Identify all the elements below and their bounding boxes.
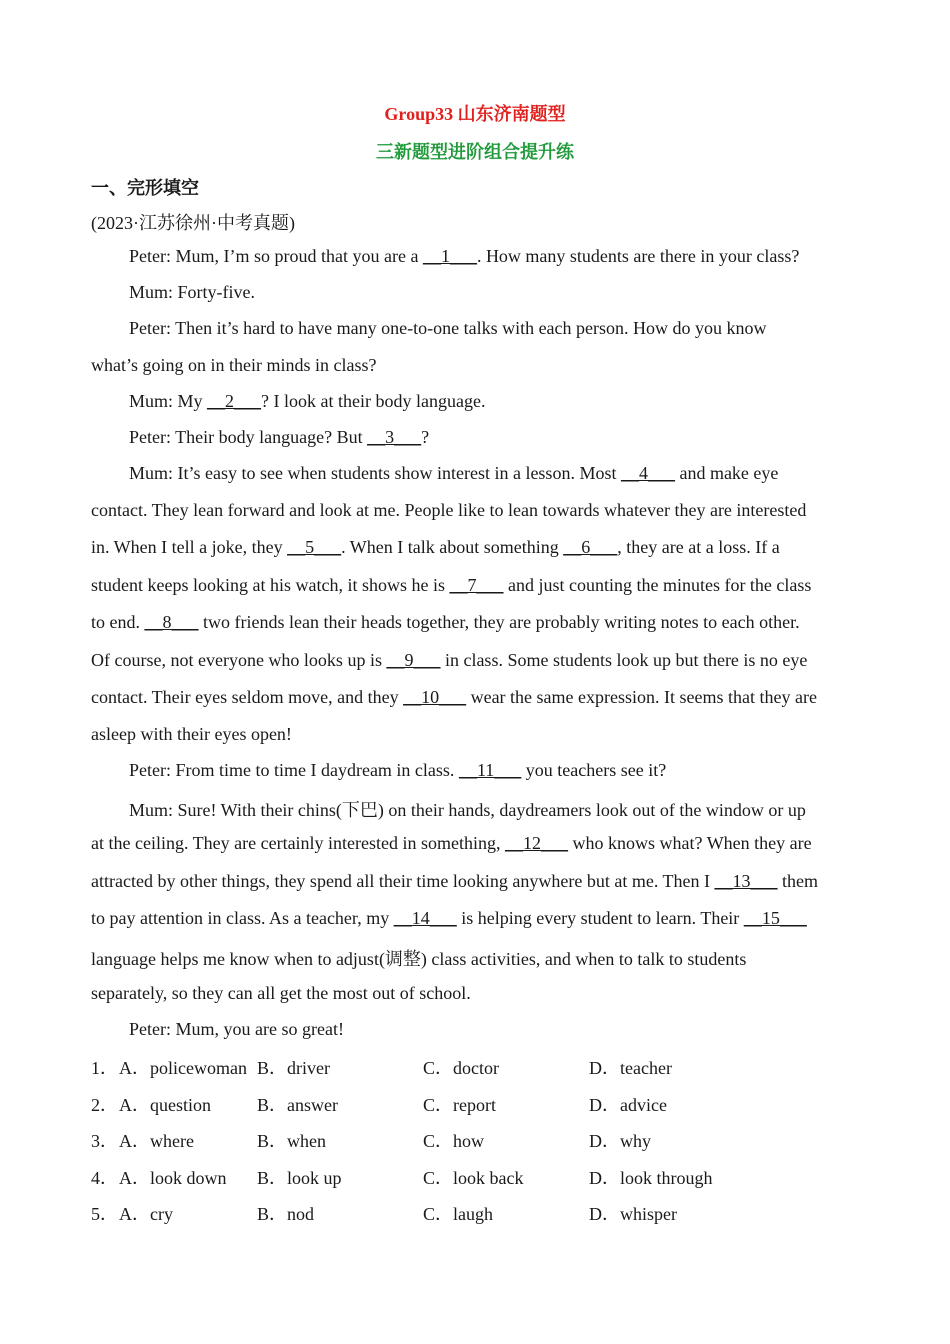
passage-line: [91, 537, 780, 558]
answer-option: B．when: [257, 1131, 326, 1151]
passage-line: [91, 355, 376, 376]
answer-option: A．cry: [119, 1204, 173, 1224]
question-number: 1．: [91, 1058, 118, 1078]
passage-line: [91, 687, 817, 708]
answer-option: C．how: [423, 1131, 485, 1151]
answer-blank: __12___: [505, 833, 569, 853]
passage-text: Peter: Mum, I’m so proud that you are a: [129, 246, 423, 266]
passage-text: Peter: From time to time I daydream in class.: [129, 760, 459, 780]
answer-option: B．look up: [257, 1168, 342, 1188]
passage-line: [129, 796, 806, 822]
answer-blank: __13___: [714, 871, 778, 891]
answer-option: D．teacher: [589, 1058, 672, 1078]
page-subtitle: 三新题型进阶组合提升练: [376, 142, 574, 162]
passage-text: wear the same expression. It seems that they are: [466, 687, 817, 707]
answer-option: A．look down: [119, 1168, 227, 1188]
passage-text: Peter: Then it’s hard to have many one-to-one talks with each person. How do you know: [129, 318, 767, 338]
passage-text: is helping every student to learn. Their: [456, 908, 744, 928]
answer-blank: __14___: [393, 908, 457, 928]
question-number: 4．: [91, 1168, 118, 1188]
passage-text: and just counting the minutes for the class: [503, 575, 812, 595]
page-title: Group33 山东济南题型: [384, 104, 566, 124]
answer-option: B．driver: [257, 1058, 330, 1078]
question-number: 5．: [91, 1204, 118, 1224]
passage-line: [91, 871, 818, 892]
answer-option: C．doctor: [423, 1058, 499, 1078]
passage-line: [129, 391, 485, 412]
passage-line: [91, 983, 471, 1004]
answer-blank: __15___: [743, 908, 807, 928]
answer-blank: __6___: [563, 537, 618, 557]
passage-text: two friends lean their heads together, they are probably writing notes to each other.: [198, 612, 800, 632]
passage-text: . When I talk about something: [341, 537, 564, 557]
answer-blank: __1___: [422, 246, 477, 266]
answer-option: B．nod: [257, 1204, 315, 1224]
passage-text: student keeps looking at his watch, it shows he is: [91, 575, 450, 595]
answer-blank: __8___: [144, 612, 199, 632]
passage-line: [129, 427, 429, 448]
passage-text: Mum: My: [129, 391, 208, 411]
section-heading: 一、完形填空: [91, 178, 199, 199]
passage-line: [91, 612, 800, 633]
passage-line: [129, 760, 666, 781]
question-number: 2．: [91, 1095, 118, 1115]
answer-blank: __9___: [386, 650, 441, 670]
passage-line: [129, 463, 778, 484]
passage-text: separately, so they can all get the most out of school.: [91, 983, 471, 1003]
answer-blank: __3___: [367, 427, 422, 447]
passage-text: Mum: It’s easy to see when students show interest in a lesson. Most: [129, 463, 621, 483]
passage-text: in class. Some students look up but there is no eye: [440, 650, 808, 670]
passage-text: Mum: Sure! With their chins(下巴) on their hands, daydreamers look out of the window or up: [129, 800, 806, 820]
passage-text: Of course, not everyone who looks up is: [91, 650, 387, 670]
answer-blank: __5___: [287, 537, 342, 557]
passage-line: [91, 650, 807, 671]
passage-text: Peter: Their body language? But: [129, 427, 368, 447]
passage-line: [91, 500, 806, 521]
passage-text: Mum: Forty-five.: [129, 282, 255, 302]
passage-text: asleep with their eyes open!: [91, 724, 292, 744]
passage-text: at the ceiling. They are certainly interested in something,: [91, 833, 506, 853]
passage-text: Peter: Mum, you are so great!: [129, 1019, 344, 1039]
answer-option: D．look through: [589, 1168, 713, 1188]
passage-line: [91, 575, 811, 596]
answer-option: A．question: [119, 1095, 211, 1115]
answer-option: A．policewoman: [119, 1058, 247, 1078]
passage-text: in. When I tell a joke, they: [91, 537, 288, 557]
answer-option: D．whisper: [589, 1204, 677, 1224]
answer-option: C．look back: [423, 1168, 524, 1188]
passage-text: and make eye: [674, 463, 779, 483]
passage-line: [129, 318, 767, 339]
passage-text: them: [777, 871, 818, 891]
passage-line: [129, 1019, 344, 1040]
passage-text: who knows what? When they are: [568, 833, 812, 853]
passage-line: [91, 833, 812, 854]
passage-line: [91, 945, 746, 971]
passage-line: [91, 724, 292, 745]
passage-text: ?: [421, 427, 430, 447]
answer-blank: __7___: [449, 575, 504, 595]
passage-text: . How many students are there in your class?: [476, 246, 800, 266]
passage-text: , they are at a loss. If a: [617, 537, 780, 557]
passage-text: ? I look at their body language.: [261, 391, 486, 411]
answer-option: A．where: [119, 1131, 194, 1151]
answer-blank: __10___: [403, 687, 467, 707]
answer-option: D．advice: [589, 1095, 667, 1115]
answer-option: C．report: [423, 1095, 496, 1115]
answer-option: C．laugh: [423, 1204, 493, 1224]
passage-line: [91, 908, 807, 929]
passage-line: [129, 282, 255, 303]
passage-text: attracted by other things, they spend all their time looking anywhere but at me. Then I: [91, 871, 715, 891]
passage-text: contact. They lean forward and look at me. People like to lean towards whatever they are interested: [91, 500, 807, 520]
answer-option: B．answer: [257, 1095, 338, 1115]
question-number: 3．: [91, 1131, 118, 1151]
answer-blank: __11___: [458, 760, 522, 780]
answer-option: D．why: [589, 1131, 651, 1151]
answer-blank: __2___: [207, 391, 262, 411]
answer-blank: __4___: [620, 463, 675, 483]
passage-text: to end.: [91, 612, 145, 632]
passage-text: to pay attention in class. As a teacher, my: [91, 908, 394, 928]
passage-text: you teachers see it?: [521, 760, 667, 780]
passage-text: contact. Their eyes seldom move, and they: [91, 687, 404, 707]
source-note: (2023·江苏徐州·中考真题): [91, 213, 295, 233]
passage-text: what’s going on in their minds in class?: [91, 355, 377, 375]
passage-line: [129, 246, 799, 267]
passage-text: language helps me know when to adjust(调整) class activities, and when to talk to students: [91, 949, 747, 969]
